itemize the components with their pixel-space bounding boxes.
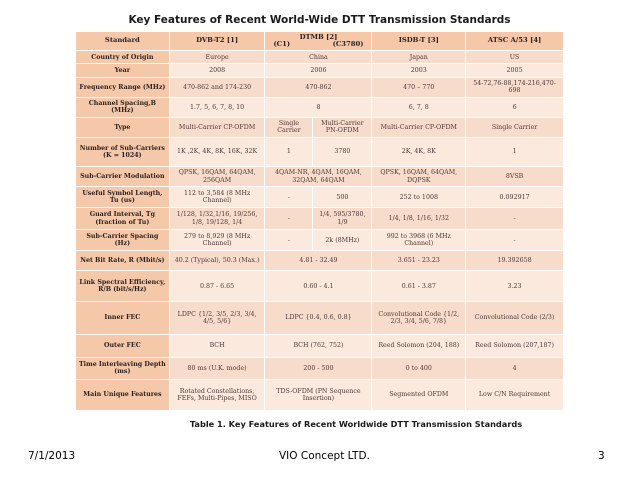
header-dtmb: [265, 31, 372, 50]
cell: 2k (8MHz): [313, 230, 372, 251]
cell: 0.61 - 3.87: [372, 271, 466, 302]
cell: 0.87 - 6.65: [169, 271, 265, 302]
table-row: [76, 250, 564, 271]
cell: 1: [466, 138, 564, 167]
row-label: Link Spectral Efficiency, R/B (bit/s/Hz): [76, 271, 170, 302]
cell: 0.092917: [466, 187, 564, 208]
cell: Multi-Carrier CP-OFDM: [169, 117, 265, 138]
row-label: Year: [76, 64, 170, 77]
table-row: [76, 98, 564, 117]
cell: Rotated Constellations, FEFs, Multi-Pipes, MISO: [169, 380, 265, 411]
header-dtmb-name: DTMB [2]: [299, 32, 338, 41]
cell: China: [265, 51, 372, 64]
cell: Japan: [372, 51, 466, 64]
cell: 1/4, 1/8, 1/16, 1/32: [372, 207, 466, 230]
cell: 19.392658: [466, 250, 564, 271]
cell: 4: [466, 357, 564, 380]
cell: QPSK, 16QAM, 64QAM, 256QAM: [169, 166, 265, 187]
cell: -: [466, 207, 564, 230]
features-table: [75, 9, 564, 411]
cell: 112 to 3,584 (8 MHz Channel): [169, 187, 265, 208]
table-row: [76, 335, 564, 358]
cell: 470-862: [265, 77, 372, 98]
cell: LDPC {0.4, 0.6, 0.8}: [265, 302, 372, 335]
table-row: [76, 64, 564, 77]
cell: 8VSB: [466, 166, 564, 187]
table-row: [76, 271, 564, 302]
cell: Reed Solomon (204, 188): [372, 335, 466, 358]
table-row: [76, 117, 564, 138]
row-label: Sub-Carrier Spacing (Hz): [76, 230, 170, 251]
row-label: Sub-Carrier Modulation: [76, 166, 170, 187]
cell: 470 – 770: [372, 77, 466, 98]
footer-date: 7/1/2013: [28, 450, 76, 462]
cell: Single Carrier: [466, 117, 564, 138]
cell: -: [265, 207, 313, 230]
cell: Convolutional Code {1/2, 2/3, 3/4, 5/6, 7/8}: [372, 302, 466, 335]
header-dvb: DVB-T2 [1]: [169, 31, 265, 50]
table-caption: Table 1. Key Features of Recent Worldwide DTT Transmission Standards: [189, 419, 523, 429]
cell: 4.81 - 32.49: [265, 250, 372, 271]
cell: 992 to 3968 (6 MHz Channel): [372, 230, 466, 251]
cell: 252 to 1008: [372, 187, 466, 208]
table-row: [76, 302, 564, 335]
cell: 8: [265, 98, 372, 117]
cell: LDPC {1/2, 3/5, 2/3, 3/4, 4/5, 5/6}: [169, 302, 265, 335]
row-label: Number of Sub-Carriers (K = 1024): [76, 138, 170, 167]
header-dtmb-c1: (C1): [273, 39, 291, 48]
cell: 2006: [265, 64, 372, 77]
cell: BCH (762, 752): [265, 335, 372, 358]
table-row: [76, 51, 564, 64]
cell: 3780: [313, 138, 372, 167]
row-label: Time Interleaving Depth (ms): [76, 357, 170, 380]
table-row: [76, 166, 564, 187]
header-isdb: ISDB-T [3]: [372, 31, 466, 50]
cell: -: [265, 230, 313, 251]
cell: -: [466, 230, 564, 251]
cell: 0.60 - 4.1: [265, 271, 372, 302]
cell: 1K ,2K, 4K, 8K, 16K, 32K: [169, 138, 265, 167]
row-label: Inner FEC: [76, 302, 170, 335]
cell: 6, 7, 8: [372, 98, 466, 117]
table-row: [76, 380, 564, 411]
row-label: Net Bit Rate, R (Mbit/s): [76, 250, 170, 271]
row-label: Channel Spacing,B (MHz): [76, 98, 170, 117]
page-number: 3: [598, 450, 605, 462]
cell: Segmented OFDM: [372, 380, 466, 411]
row-label: Useful Symbol Length, Tu (us): [76, 187, 170, 208]
cell: Europe: [169, 51, 265, 64]
cell: 4QAM-NR, 4QAM, 16QAM, 32QAM, 64QAM: [265, 166, 372, 187]
cell: Reed Solomon (207,187): [466, 335, 564, 358]
cell: 2008: [169, 64, 265, 77]
cell: TDS-OFDM (PN Sequence Insertion): [265, 380, 372, 411]
cell: Low C/N Requirement: [466, 380, 564, 411]
cell: 3.23: [466, 271, 564, 302]
footer-organization: VIO Concept LTD.: [279, 450, 370, 462]
row-label: Type: [76, 117, 170, 138]
cell: 2K, 4K, 8K: [372, 138, 466, 167]
row-label: Guard Interval, Tg (fraction of Tu): [76, 207, 170, 230]
cell: 1: [265, 138, 313, 167]
cell: Single Carrier: [265, 117, 313, 138]
cell: 500: [313, 187, 372, 208]
header-atsc: ATSC A/53 [4]: [466, 31, 564, 50]
table-row: [76, 138, 564, 167]
cell: 80 ms (U.K. mode): [169, 357, 265, 380]
cell: Multi-Carrier PN-OFDM: [313, 117, 372, 138]
cell: -: [265, 187, 313, 208]
table-row: [76, 207, 564, 230]
cell: 6: [466, 98, 564, 117]
header-dtmb-c3780: (C3780): [332, 39, 364, 48]
cell: 2003: [372, 64, 466, 77]
cell: 54-72,76-88,174-216,470-698: [466, 77, 564, 98]
cell: BCH: [169, 335, 265, 358]
table-row: [76, 77, 564, 98]
row-label: Outer FEC: [76, 335, 170, 358]
cell: 1/128, 1/32,1/16, 19/256, 1/8, 19/128, 1/4: [169, 207, 265, 230]
header-standard: Standard: [76, 31, 170, 50]
cell: 1.7, 5, 6, 7, 8, 10: [169, 98, 265, 117]
cell: 279 to 8,929 (8 MHz Channel): [169, 230, 265, 251]
cell: 1/4, 595/3780, 1/9: [313, 207, 372, 230]
cell: Multi-Carrier CP-OFDM: [372, 117, 466, 138]
cell: QPSK, 16QAM, 64QAM, DQPSK: [372, 166, 466, 187]
table-row: [76, 230, 564, 251]
table-row: [76, 357, 564, 380]
table-title: Key Features of Recent World-Wide DTT Transmission Standards: [76, 10, 564, 32]
cell: Convolutional Code (2/3): [466, 302, 564, 335]
cell: 2005: [466, 64, 564, 77]
cell: 470-862 and 174-230: [169, 77, 265, 98]
row-label: Country of Origin: [76, 51, 170, 64]
row-label: Frequency Range (MHz): [76, 77, 170, 98]
row-label: Main Unique Features: [76, 380, 170, 411]
cell: 3.651 - 23.23: [372, 250, 466, 271]
dtt-standards-table: [75, 9, 564, 411]
cell: US: [466, 51, 564, 64]
cell: 200 - 500: [265, 357, 372, 380]
table-row: [76, 187, 564, 208]
cell: 0 to 400: [372, 357, 466, 380]
cell: 40.2 (Typical), 50.3 (Max.): [169, 250, 265, 271]
